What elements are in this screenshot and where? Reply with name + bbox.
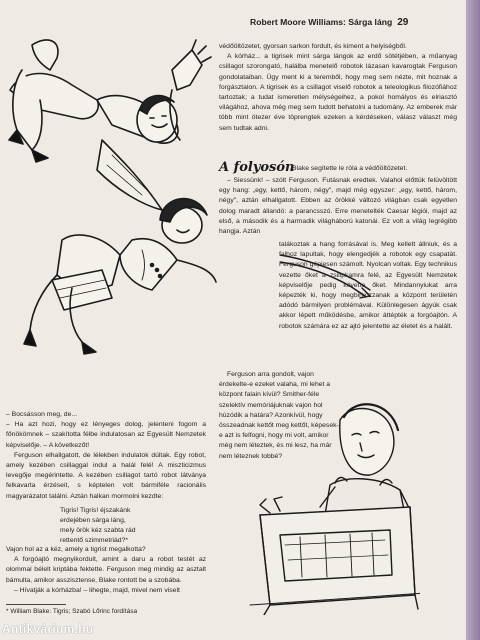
- old-woman-in-bed-illustration: [240, 395, 420, 615]
- paragraph: – Ha azt hozi, hogy ez lényeges dolog, jelenteni fogom a főnökömnek – szakította félbe indulatosan az Egyesült Nemzetek képviselője. – A következőt!: [6, 421, 206, 449]
- left-column-text-lower: [6, 545, 206, 596]
- paragraph: védőöltözetet, gyorsan sarkon fordult, és kiment a helyiségből.: [219, 43, 407, 50]
- paragraph: – Siessünk! – szólt Ferguson. Futásnak eredtek. Valahol előttük felüvöltött egy hang: „egy, kettő, három, négy", majd még egyszer: „egy, kettő, három, négy", aztán elhallgatott. Ebben az örökké változó világban csak egyetlen dolog maradt állandó: a parancsszó. Erre menetelték Caesar légiói, majd az első, a második és a harmadik világháború katonái. Ez volt a világ legrégibb hangja. Aztán: [219, 177, 457, 236]
- top-right-text: [219, 42, 457, 134]
- narrow-right-text: [279, 240, 457, 332]
- mid-right-text: [219, 176, 457, 237]
- running-title: Robert Moore Williams: Sárga láng: [250, 17, 393, 27]
- paragraph: Ferguson elhallgatott, de lélekben indulatok dúltak. Egy robot, amely kezében csillaggal indul a halál felé! A miszticizmus levegője megérintette. A kezében csillagot tartó robot látványa felkavarta érzéseit, s képtelen volt bármiféle racionális magyarázatot találni. Aztán halkan mormolni kezdte:: [6, 451, 206, 500]
- poem-line: rettentő szimmetriád?*: [60, 537, 128, 544]
- poem-line: mely örök kéz szabta rád: [60, 527, 136, 534]
- paragraph: Ferguson arra gondolt, vajon érdekelte-e ezeket valaha, mi lehet a központ falain kívül? Smither-féle szelektív memóriájuknak vajon hol húzódik a határa? Azonkívül, hogy összeadnak kettőt meg kettőt, képesek-e azt is felfogni, hogy mi volt, amikor még nem léteztek, és mi lesz, ha már nem léteznek tobbé?: [219, 371, 339, 460]
- paragraph: A forgóajtó megnyikordult, amint a daru a robot testét az olommal bélelt kriptába fektette. Ferguson meg mindig az asztalt bámulta, amikor asszisztense, Blake rontott be a szobába.: [6, 556, 206, 584]
- left-column-text: [6, 410, 206, 502]
- page-number: 29: [397, 17, 409, 28]
- footnote-rule: [6, 604, 66, 605]
- poem-line: erdejében sárga láng,: [60, 517, 126, 524]
- watermark: Antikvárium.hu: [2, 622, 94, 636]
- paragraph: – Bocsásson meg, de...: [6, 411, 78, 418]
- running-head: [250, 17, 460, 28]
- heading-continuation: Blake segítette le róla a védőöltözetet.: [292, 165, 408, 172]
- paragraph: A kórház... a tigrisek mint sárga lángok az erdő sötétjében, a műanyag csillagot szorongató, halálba menetelő robotok lázasan kavarogtak Ferguson gondolataiban. Ügy ment ki a teremből, hogy meg sem nézte, mit hoznak a forgásztalon. A tigrisek és a csillagot viselő robotok a teleologikus filozófiához tartoztak; a tudat ismeretlen mélységeihez, a pokol homályos és elriasztó világához, ahova még meg sem tudott behatolni a tudomány. Az emberek már több mint ötezer éve töprengtek ezeken a kérdéseken, válasz választ még sem tudtak adni.: [219, 53, 457, 132]
- paragraph: – Hívatják a kórházba! – lihegte, majd, mivel nem viselt: [14, 586, 180, 594]
- section-heading: A folyosón: [219, 160, 295, 175]
- footnote: * William Blake: Tigris; Szabó Lőrinc fordítása: [6, 608, 138, 615]
- book-spine-edge: [466, 0, 480, 640]
- poem-line: Tigris! Tigris! éjszakánk: [60, 507, 131, 514]
- paragraph: Vajon hol az a kéz, amely a tigrist megalkotta?: [6, 546, 146, 553]
- poem-quote: [60, 506, 210, 546]
- floating-figures-illustration: [2, 30, 217, 360]
- paragraph: talákoztak a hang forrásával is. Meg kellett állniuk, és a falhoz lapultak, hogy elengedjék a robotok egy csapatát. Ferguson gépiesen számolt. Nyolcan voltak. Egy technikus vezette őket a zsilipkamra felé, az Egyesült Nemzetek képviselője pedig követte őket. Mindannyiukat arra képezték ki, hogy megbirkózzanak a központ területén adódó bármilyen problémával. Különlegesen ágyúk csak akkor lépett működésbe, amikor áttépték a forgóajtón. A robotok számára ez az ajtó jelentette az életet és a halált.: [279, 241, 457, 330]
